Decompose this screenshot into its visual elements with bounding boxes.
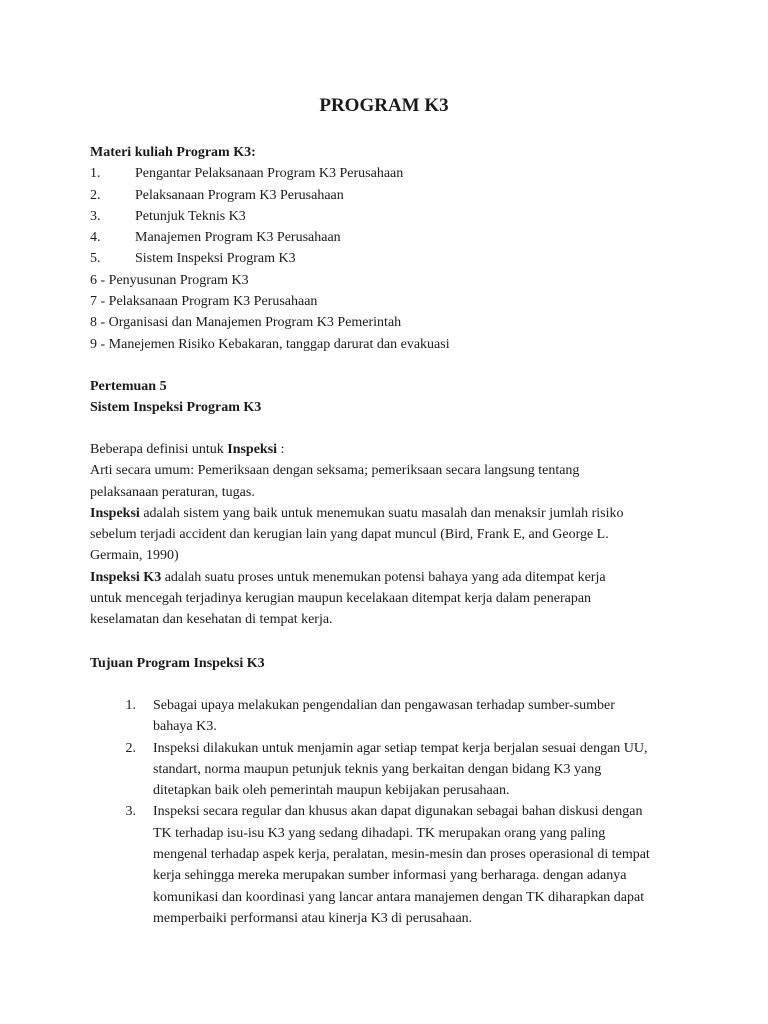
definition-1-text: adalah sistem yang baik untuk menemukan suatu masalah dan menaksir jumlah risiko [139,505,624,521]
definitions-section [90,439,690,631]
list-number: 3. [90,208,101,224]
list-number: 2. [90,187,101,203]
tujuan-heading: Tujuan Program Inspeksi K3 [90,656,265,671]
list-item [90,248,690,269]
definition-2-text: adalah suatu proses untuk menemukan potensi bahaya yang ada ditempat kerja [161,569,606,585]
list-line: TK terhadap isu-isu K3 yang sedang dihadapi. TK merupakan orang yang paling [153,825,606,841]
tujuan-list [90,695,710,929]
list-line: kerja sehingga mereka merupakan sumber informasi yang berharaga. dengan adanya [153,868,627,884]
list-item-dashed: 6 - Penyusunan Program K3 [90,272,249,288]
general-definition-line: pelaksanaan peraturan, tugas. [90,484,255,500]
list-text: Pengantar Pelaksanaan Program K3 Perusahaan [135,166,404,182]
list-item [90,206,690,227]
list-number: 1. [90,166,101,182]
list-item [90,227,690,248]
materi-heading: Materi kuliah Program K3: [90,145,256,160]
list-text [153,695,693,738]
definition-1-term: Inspeksi [90,505,140,521]
definition-2-line [90,567,690,588]
definition-2-line: untuk mencegah terjadinya kerugian maupun kecelakaan ditempat kerja dalam penerapan [90,591,592,607]
list-text: Manajemen Program K3 Perusahaan [135,230,341,246]
definition-2-term: Inspeksi K3 [90,569,162,585]
list-item [90,801,710,929]
list-line: ditetapkan baik oleh pemerintah maupun kebijakan perusahaan. [153,783,510,799]
list-item [90,695,710,738]
definition-1-line: Germain, 1990) [90,548,179,564]
definition-1-line: sebelum terjadi accident dan kerugian lain yang dapat muncul (Bird, Frank E, and George L. [90,527,609,543]
list-line: Inspeksi dilakukan untuk menjamin agar setiap tempat kerja berjalan sesuai dengan UU, [153,740,648,756]
list-line: mengenal terhadap aspek kerja, peralatan, mesin-mesin dan proses operasional di tempat [153,847,650,863]
list-line: Sebagai upaya melakukan pengendalian dan pengawasan terhadap sumber-sumber [153,698,615,713]
list-number: 4. [90,230,101,246]
list-number: 1. [125,698,136,713]
list-line: memperbaiki performansi atau kinerja K3 di perusahaan. [153,910,473,926]
list-item-dashed: 8 - Organisasi dan Manajemen Program K3 Pemerintah [90,315,402,331]
list-item [90,163,690,184]
list-item-dashed: 9 - Manejemen Risiko Kebakaran, tanggap darurat dan evakuasi [90,336,450,352]
list-text [153,801,693,929]
list-item [90,738,710,802]
list-text: Pelaksanaan Program K3 Perusahaan [135,187,344,203]
page-title: PROGRAM K3 [319,95,449,116]
pertemuan-subtitle: Sistem Inspeksi Program K3 [90,400,262,416]
list-item [90,185,690,206]
list-text [153,738,693,802]
definition-2-line: keselamatan dan kesehatan di tempat kerja. [90,612,333,628]
list-text: Petunjuk Teknis K3 [135,208,246,224]
materi-section [90,142,690,355]
definition-1-line [90,503,690,524]
tujuan-section [90,653,690,674]
pertemuan-label: Pertemuan 5 [90,379,167,394]
list-line: komunikasi dan koordinasi yang lancar antara manajemen dengan TK diharapkan dapat [153,889,645,905]
list-line: bahaya K3. [153,719,217,735]
list-number: 5. [90,251,101,267]
list-number: 2. [125,740,136,756]
intro-term: Inspeksi [227,442,278,457]
list-line: standart, norma maupun petunjuk teknis yang berkaitan dengan bidang K3 yang [153,761,602,777]
list-text: Sistem Inspeksi Program K3 [135,251,296,267]
definitions-intro [90,439,690,460]
list-item-dashed: 7 - Pelaksanaan Program K3 Perusahaan [90,294,318,310]
general-definition-line: Arti secara umum: Pemeriksaan dengan seksama; pemeriksaan secara langsung tentang [90,463,580,479]
intro-suffix: : [277,442,285,457]
list-number: 3. [125,804,136,820]
pertemuan-section [90,376,690,419]
intro-prefix: Beberapa definisi untuk [90,442,228,457]
list-line: Inspeksi secara regular dan khusus akan dapat digunakan sebagai bahan diskusi dengan [153,804,643,820]
